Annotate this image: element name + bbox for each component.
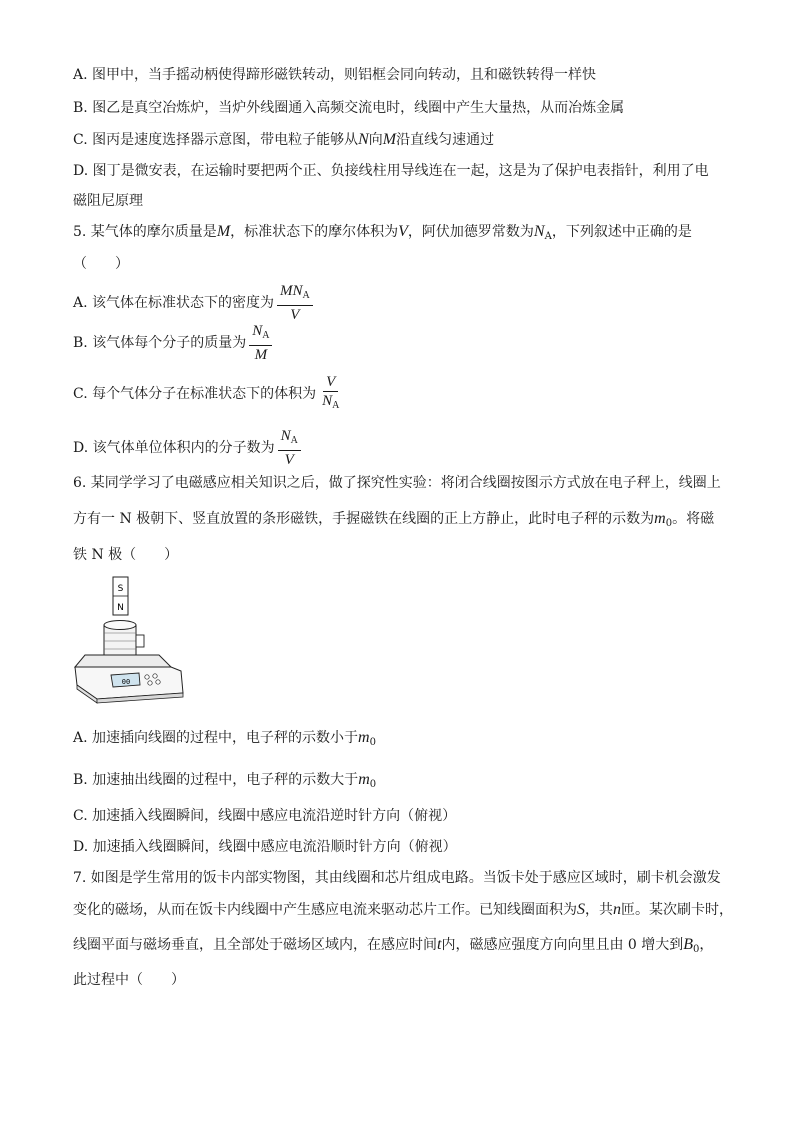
scale-button	[156, 680, 160, 684]
q4-option-c: C. 图丙是速度选择器示意图，带电粒子能够从N向M沿直线匀速通过	[73, 131, 495, 148]
scale-button	[153, 674, 157, 678]
q6-stem-line2: 方有一 N 极朝下、竖直放置的条形磁铁，手握磁铁在线圈的正上方静止，此时电子秤的示数为$m_0$。将磁	[73, 510, 715, 529]
fraction: $\frac{N_A}{M}$	[249, 322, 272, 364]
q6-option-b: B. 加速抽出线圈的过程中，电子秤的示数大于$m_0$	[73, 771, 377, 790]
fraction: $\frac{MN_A}{V}$	[277, 282, 313, 324]
q4-option-b: B. 图乙是真空冶炼炉，当炉外线圈通入高频交流电时，线圈中产生大量热，从而冶炼金属	[73, 100, 625, 116]
q5-option-c: C. 每个气体分子在标准状态下的体积为 $\frac{V}{N_A}$	[73, 373, 342, 415]
scale-display-reading: 00	[121, 678, 131, 686]
q4-option-a: A. 图甲中，当手摇动柄使得蹄形磁铁转动，则铝框会同向转动，且和磁铁转得一样快	[73, 67, 597, 83]
q7-stem-line3: 线圈平面与磁场垂直，且全部处于磁场区域内，在感应时间t内，磁感应强度方向向里且由 0 增大到$B_0$，	[73, 936, 714, 955]
q5-option-d: D. 该气体单位体积内的分子数为 $\frac{N_A}{V}$	[73, 427, 301, 469]
q7-stem-line2: 变化的磁场，从而在饭卡内线圈中产生感应电流来驱动芯片工作。已知线圈面积为S，共n匝。某次刷卡时，	[73, 901, 733, 918]
q6-stem-line1: 6. 某同学学习了电磁感应相关知识之后，做了探究性实验：将闭合线圈按图示方式放在电子秤上，线圈上	[73, 475, 721, 491]
q4-option-d-line1: D. 图丁是微安表，在运输时要把两个正、负接线柱用导线连在一起，这是为了保护电表指针，利用了电	[73, 163, 709, 179]
q6-option-c: C. 加速插入线圈瞬间，线圈中感应电流沿逆时针方向（俯视）	[73, 808, 457, 824]
q5-answer-paren: （ ）	[73, 256, 129, 272]
q7-stem-line4: 此过程中（ ）	[73, 972, 185, 988]
q5-option-a: A. 该气体在标准状态下的密度为 $\frac{MN_A}{V}$	[73, 282, 313, 324]
q6-option-a: A. 加速插向线圈的过程中，电子秤的示数小于$m_0$	[73, 729, 376, 748]
fraction: $\frac{N_A}{V}$	[278, 427, 301, 469]
q7-stem-line1: 7. 如图是学生常用的饭卡内部实物图，其由线圈和芯片组成电路。当饭卡处于感应区域时，刷卡机会激发	[73, 870, 721, 886]
q4-option-d-line2: 磁阻尼原理	[73, 193, 143, 209]
q6-stem-line3: 铁 N 极（ ）	[73, 547, 179, 563]
q5-option-b: B. 该气体每个分子的质量为 $\frac{N_A}{M}$	[73, 322, 272, 364]
fraction: $\frac{V}{N_A}$	[322, 374, 340, 411]
q5-stem: 5. 某气体的摩尔质量是M，标准状态下的摩尔体积为V，阿伏加德罗常数为$N_A$，下列叙述中正确的是	[73, 223, 692, 242]
magnet-s-pole: S	[117, 584, 124, 594]
magnet-n-pole: N	[117, 603, 124, 613]
q6-option-d: D. 加速插入线圈瞬间，线圈中感应电流沿顺时针方向（俯视）	[73, 839, 457, 855]
scale-button	[148, 681, 152, 685]
electronic-scale-figure	[73, 575, 191, 705]
scale-button	[145, 675, 149, 679]
